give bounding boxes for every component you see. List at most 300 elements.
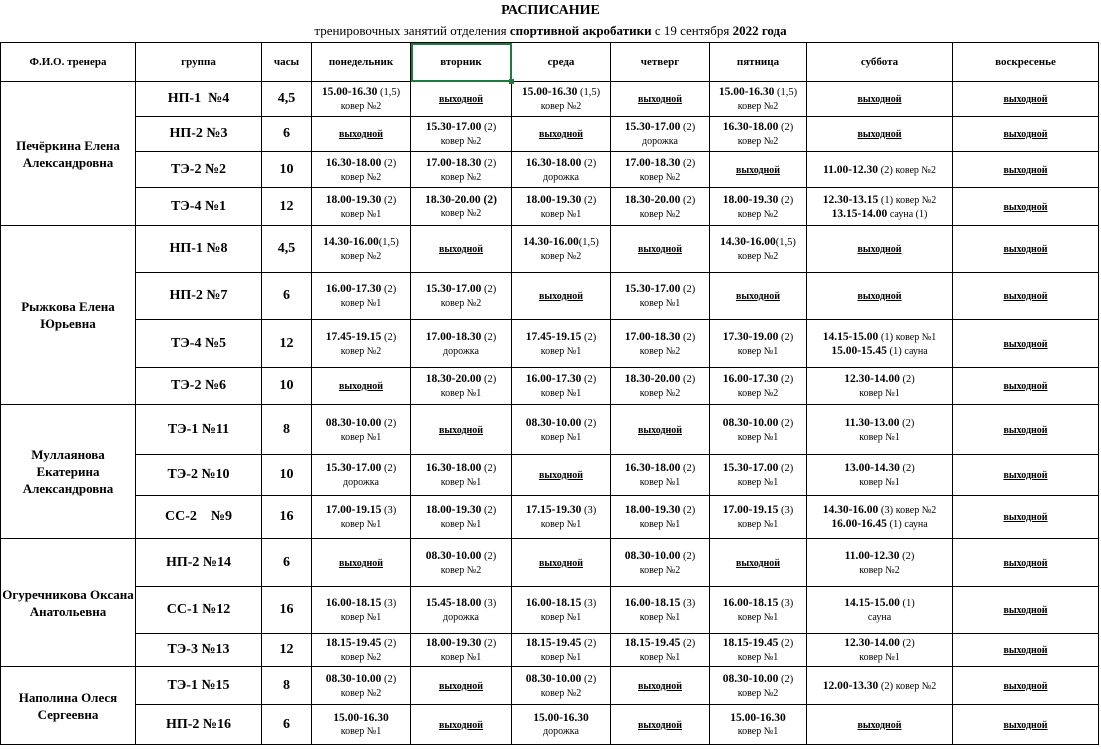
schedule-cell-thursday[interactable] [611, 273, 710, 320]
col-header-group[interactable]: группа [136, 43, 262, 82]
session-line [512, 430, 610, 444]
schedule-cell-saturday[interactable] [807, 82, 953, 117]
schedule-cell-wednesday[interactable] [512, 634, 611, 667]
session-line [611, 503, 709, 517]
session-line [611, 193, 709, 207]
session-line [611, 650, 709, 664]
schedule-cell-saturday[interactable] [807, 455, 953, 496]
session-line [512, 372, 610, 386]
group-cell[interactable]: ТЭ-1 №15 [136, 667, 262, 705]
session-location: ковер №1 [340, 298, 382, 309]
schedule-cell-tuesday[interactable] [411, 82, 512, 117]
schedule-cell-monday[interactable] [312, 117, 411, 152]
session-duration: (2) [680, 505, 696, 516]
group-cell[interactable]: НП-2 №16 [136, 705, 262, 745]
schedule-cell-tuesday[interactable] [411, 320, 512, 368]
schedule-cell-friday[interactable] [710, 667, 807, 705]
session-duration: (2) [778, 673, 794, 685]
schedule-cell-friday[interactable] [710, 82, 807, 117]
session-line [411, 596, 511, 610]
table-row [1, 539, 1099, 587]
schedule-cell-wednesday[interactable] [512, 188, 611, 226]
session-line [611, 475, 709, 489]
schedule-cell-wednesday[interactable] [512, 455, 611, 496]
session-line [411, 206, 511, 220]
schedule-cell-wednesday[interactable] [512, 539, 611, 587]
schedule-cell-friday[interactable] [710, 539, 807, 587]
session-line [411, 475, 511, 489]
session-duration: (3) [581, 598, 597, 609]
schedule-cell-thursday[interactable] [611, 152, 710, 188]
session-line [512, 85, 610, 99]
group-cell[interactable]: НП-2 №14 [136, 539, 262, 587]
session-line [807, 430, 952, 444]
schedule-cell-friday[interactable] [710, 320, 807, 368]
session-duration: (1,5) [775, 237, 796, 248]
session-location: ковер №2 [639, 208, 681, 220]
group-cell[interactable]: СС-2 №9 [136, 496, 262, 539]
session-location: сауна [867, 612, 892, 623]
session-line [411, 636, 511, 650]
schedule-cell-tuesday[interactable] [411, 539, 512, 587]
session-line [807, 344, 952, 358]
session-location: ковер №2 [340, 101, 382, 112]
schedule-cell-thursday[interactable] [611, 226, 710, 273]
schedule-cell-friday[interactable] [710, 188, 807, 226]
schedule-cell-friday[interactable] [710, 705, 807, 745]
schedule-cell-friday[interactable] [710, 226, 807, 273]
schedule-cell-tuesday[interactable] [411, 152, 512, 188]
session-duration: (1,5) [578, 237, 599, 248]
schedule-cell-tuesday[interactable] [411, 368, 512, 405]
session-time: 11.00-12.30 [823, 163, 878, 176]
session-time: 08.30-10.00 [525, 416, 582, 429]
session-duration: (2) [581, 331, 597, 343]
schedule-cell-sunday[interactable] [953, 496, 1099, 539]
schedule-cell-wednesday[interactable] [512, 117, 611, 152]
schedule-cell-friday[interactable] [710, 405, 807, 455]
schedule-cell-tuesday[interactable] [411, 226, 512, 273]
session-time: 12.00-13.30 [822, 679, 879, 692]
schedule-cell-friday[interactable] [710, 368, 807, 405]
col-header-wednesday[interactable]: среда [512, 43, 611, 82]
group-cell[interactable]: СС-1 №12 [136, 587, 262, 634]
hours-cell[interactable]: 12 [262, 634, 312, 667]
schedule-cell-sunday[interactable] [953, 634, 1099, 667]
schedule-cell-saturday[interactable] [807, 273, 953, 320]
schedule-cell-tuesday[interactable] [411, 188, 512, 226]
day-off-label: выходной [637, 244, 683, 255]
session-time: 08.30-10.00 [525, 672, 582, 685]
hours-cell[interactable]: 4,5 [262, 226, 312, 273]
session-time: 18.30-20.00 [624, 373, 681, 385]
hours-cell[interactable]: 6 [262, 117, 312, 152]
group-cell[interactable]: ТЭ-4 №5 [136, 320, 262, 368]
group-cell[interactable]: НП-1 №4 [136, 82, 262, 117]
schedule-cell-tuesday[interactable] [411, 273, 512, 320]
group-cell[interactable]: ТЭ-2 №10 [136, 455, 262, 496]
schedule-cell-tuesday[interactable] [411, 496, 512, 539]
schedule-cell-wednesday[interactable] [512, 587, 611, 634]
session-line [611, 282, 709, 296]
schedule-cell-thursday[interactable] [611, 368, 710, 405]
hours-cell[interactable]: 6 [262, 273, 312, 320]
hours-cell[interactable]: 10 [262, 368, 312, 405]
hours-cell[interactable]: 6 [262, 705, 312, 745]
group-cell[interactable]: НП-2 №7 [136, 273, 262, 320]
schedule-cell-saturday[interactable] [807, 539, 953, 587]
schedule-cell-thursday[interactable] [611, 117, 710, 152]
schedule-cell-tuesday[interactable] [411, 405, 512, 455]
hours-cell[interactable]: 10 [262, 152, 312, 188]
schedule-cell-wednesday[interactable] [512, 273, 611, 320]
col-header-friday[interactable]: пятница [710, 43, 807, 82]
trainer-name-cell[interactable]: Печёркина Елена Александровна [1, 82, 136, 226]
group-cell[interactable]: ТЭ-2 №2 [136, 152, 262, 188]
schedule-cell-thursday[interactable] [611, 82, 710, 117]
schedule-cell-thursday[interactable] [611, 405, 710, 455]
schedule-cell-monday[interactable] [312, 634, 411, 667]
session-line [710, 193, 806, 207]
schedule-cell-sunday[interactable] [953, 117, 1099, 152]
session-line [807, 330, 952, 344]
session-line [512, 170, 610, 184]
schedule-cell-saturday[interactable] [807, 226, 953, 273]
session-time: 18.00-19.30 [325, 193, 382, 206]
session-location: ковер №1 [895, 331, 937, 343]
schedule-cell-wednesday[interactable] [512, 152, 611, 188]
day-off-label: выходной [1003, 291, 1048, 302]
session-duration: (1) [899, 598, 915, 609]
table-row [1, 705, 1099, 745]
schedule-cell-saturday[interactable] [807, 667, 953, 705]
session-location: ковер №1 [340, 431, 382, 443]
schedule-cell-wednesday[interactable] [512, 82, 611, 117]
session-line [710, 120, 806, 134]
session-location: дорожка [343, 477, 379, 488]
schedule-cell-tuesday[interactable] [411, 587, 512, 634]
day-off-label: выходной [1003, 129, 1048, 140]
hours-cell[interactable]: 12 [262, 320, 312, 368]
session-line [312, 430, 410, 444]
session-time: 16.00-16.45 [831, 518, 887, 530]
session-time: 16.30-18.00 [325, 156, 382, 169]
schedule-cell-sunday[interactable] [953, 188, 1099, 226]
schedule-cell-tuesday[interactable] [411, 117, 512, 152]
session-time: 13.15-14.00 [831, 207, 888, 220]
schedule-cell-tuesday[interactable] [411, 634, 512, 667]
schedule-cell-monday[interactable] [312, 152, 411, 188]
session-time: 18.30-20.00 [425, 373, 482, 385]
hours-cell[interactable]: 12 [262, 188, 312, 226]
schedule-cell-monday[interactable] [312, 226, 411, 273]
day-off-label: выходной [1003, 512, 1048, 523]
group-cell[interactable]: ТЭ-1 №11 [136, 405, 262, 455]
schedule-cell-saturday[interactable] [807, 634, 953, 667]
group-cell[interactable]: НП-2 №3 [136, 117, 262, 152]
session-line [710, 99, 806, 113]
subtitle-department: спортивной акробатики [509, 23, 652, 38]
session-line [411, 461, 511, 475]
session-duration: (2) [778, 463, 794, 474]
session-duration: (2) [481, 122, 497, 133]
day-off-label: выходной [735, 557, 781, 569]
day-off-label: выходной [338, 129, 384, 140]
col-header-sunday[interactable]: воскресенье [953, 43, 1099, 82]
hours-cell[interactable]: 16 [262, 496, 312, 539]
session-line [411, 503, 511, 517]
hours-cell[interactable]: 6 [262, 539, 312, 587]
schedule-cell-sunday[interactable] [953, 705, 1099, 745]
schedule-cell-wednesday[interactable] [512, 368, 611, 405]
session-location: ковер №1 [737, 519, 779, 530]
col-header-hours[interactable]: часы [262, 43, 312, 82]
schedule-cell-monday[interactable] [312, 273, 411, 320]
trainer-name-cell[interactable]: Муллаянова Екатерина Александровна [1, 405, 136, 539]
session-line [611, 156, 709, 170]
schedule-cell-monday[interactable] [312, 667, 411, 705]
session-location: ковер №1 [859, 431, 900, 443]
session-duration: (1,5) [774, 87, 798, 98]
session-location: ковер №1 [540, 345, 582, 357]
schedule-cell-wednesday[interactable] [512, 496, 611, 539]
schedule-cell-thursday[interactable] [611, 455, 710, 496]
session-time: 18.00-19.30 [722, 193, 779, 206]
session-line [312, 650, 410, 664]
session-duration: (3) [680, 598, 696, 609]
session-line [611, 386, 709, 400]
schedule-cell-friday[interactable] [710, 455, 807, 496]
session-time: 08.30-10.00 [624, 549, 681, 562]
session-duration: (2) [581, 194, 597, 206]
schedule-cell-friday[interactable] [710, 634, 807, 667]
trainer-name-cell[interactable]: Огуречникова Оксана Анатольевна [1, 539, 136, 667]
col-header-saturday[interactable]: суббота [807, 43, 953, 82]
schedule-cell-sunday[interactable] [953, 273, 1099, 320]
schedule-cell-wednesday[interactable] [512, 705, 611, 745]
schedule-cell-sunday[interactable] [953, 368, 1099, 405]
col-header-trainer[interactable]: Ф.И.О. тренера [1, 43, 136, 82]
schedule-cell-saturday[interactable] [807, 705, 953, 745]
schedule-cell-tuesday[interactable] [411, 667, 512, 705]
session-location: ковер №1 [540, 388, 582, 399]
group-cell[interactable]: ТЭ-4 №1 [136, 188, 262, 226]
session-duration: (2) [899, 463, 915, 474]
session-duration: (2) [481, 505, 497, 516]
col-header-thursday[interactable]: четверг [611, 43, 710, 82]
col-header-tuesday[interactable]: вторник [411, 43, 512, 82]
session-line [312, 672, 410, 686]
session-line [710, 475, 806, 489]
session-time: 12.30-13.15 [822, 193, 879, 206]
session-duration: (2) [680, 157, 696, 169]
session-duration: (2) [481, 374, 497, 385]
session-line [312, 207, 410, 221]
session-duration: (3) [381, 505, 397, 516]
schedule-cell-sunday[interactable] [953, 587, 1099, 634]
session-duration: (3) [778, 505, 794, 516]
session-line [710, 517, 806, 531]
session-time: 16.00-18.15 [325, 597, 382, 609]
session-duration: (2) [481, 331, 497, 343]
schedule-cell-saturday[interactable] [807, 496, 953, 539]
schedule-cell-thursday[interactable] [611, 539, 710, 587]
session-line [710, 344, 806, 358]
session-duration: (2) [381, 284, 397, 295]
session-line [807, 596, 952, 610]
session-location: дорожка [543, 726, 579, 737]
session-duration: (2) [778, 331, 794, 343]
schedule-cell-monday[interactable] [312, 368, 411, 405]
schedule-cell-monday[interactable] [312, 188, 411, 226]
session-line [512, 235, 610, 249]
session-duration: (2) [481, 284, 497, 295]
cell-selection-handle[interactable] [509, 79, 514, 84]
trainer-name-cell[interactable]: Рыжкова Елена Юрьевна [1, 226, 136, 405]
session-line [411, 372, 511, 386]
schedule-cell-sunday[interactable] [953, 152, 1099, 188]
session-line [611, 596, 709, 610]
session-location: ковер №1 [540, 652, 582, 663]
schedule-cell-sunday[interactable] [953, 455, 1099, 496]
hours-cell[interactable]: 8 [262, 405, 312, 455]
schedule-cell-saturday[interactable] [807, 117, 953, 152]
schedule-cell-thursday[interactable] [611, 634, 710, 667]
session-time: 17.30-19.00 [722, 330, 779, 343]
schedule-cell-friday[interactable] [710, 496, 807, 539]
session-time: 16.00-18.15 [722, 597, 779, 609]
session-location: ковер №2 [737, 208, 779, 220]
schedule-cell-friday[interactable] [710, 152, 807, 188]
group-cell[interactable]: ТЭ-3 №13 [136, 634, 262, 667]
col-header-monday[interactable]: понедельник [312, 43, 411, 82]
session-line [611, 120, 709, 134]
schedule-cell-sunday[interactable] [953, 405, 1099, 455]
session-line [312, 596, 410, 610]
session-line [807, 372, 952, 386]
schedule-cell-wednesday[interactable] [512, 405, 611, 455]
day-off-label: выходной [538, 470, 584, 481]
session-duration: (2) [899, 374, 915, 385]
session-line [710, 461, 806, 475]
day-off-label: выходной [857, 291, 902, 302]
schedule-cell-thursday[interactable] [611, 587, 710, 634]
session-line [411, 563, 511, 577]
session-duration: (3) [581, 505, 597, 516]
day-off-label: выходной [1003, 645, 1048, 656]
hours-cell[interactable]: 8 [262, 667, 312, 705]
table-row [1, 82, 1099, 117]
group-cell[interactable]: НП-1 №8 [136, 226, 262, 273]
session-line [512, 156, 610, 170]
session-time: 15.30-17.00 [722, 462, 779, 474]
schedule-cell-saturday[interactable] [807, 587, 953, 634]
session-line [411, 296, 511, 310]
schedule-cell-sunday[interactable] [953, 82, 1099, 117]
session-line [312, 711, 410, 724]
group-cell[interactable]: ТЭ-2 №6 [136, 368, 262, 405]
schedule-cell-monday[interactable] [312, 539, 411, 587]
schedule-cell-thursday[interactable] [611, 320, 710, 368]
day-off-label: выходной [1003, 605, 1048, 616]
session-location: ковер №2 [737, 136, 779, 147]
schedule-cell-sunday[interactable] [953, 667, 1099, 705]
table-row [1, 455, 1099, 496]
session-line [710, 610, 806, 624]
schedule-cell-sunday[interactable] [953, 539, 1099, 587]
schedule-cell-monday[interactable] [312, 496, 411, 539]
trainer-name-cell[interactable]: Наполина Олеся Сергеевна [1, 667, 136, 745]
schedule-cell-friday[interactable] [710, 587, 807, 634]
day-off-label: выходной [857, 94, 902, 105]
schedule-cell-wednesday[interactable] [512, 320, 611, 368]
schedule-cell-sunday[interactable] [953, 226, 1099, 273]
schedule-cell-saturday[interactable] [807, 320, 953, 368]
schedule-cell-monday[interactable] [312, 320, 411, 368]
session-location: ковер №2 [737, 388, 779, 399]
schedule-cell-wednesday[interactable] [512, 667, 611, 705]
schedule-cell-thursday[interactable] [611, 705, 710, 745]
session-location: ковер №2 [737, 101, 779, 112]
hours-cell[interactable]: 4,5 [262, 82, 312, 117]
session-time: 18.30-20.00 (2) [425, 194, 497, 206]
session-duration: (2) [778, 417, 794, 429]
schedule-cell-thursday[interactable] [611, 667, 710, 705]
schedule-cell-saturday[interactable] [807, 405, 953, 455]
schedule-cell-monday[interactable] [312, 455, 411, 496]
session-time: 15.00-16.30 [718, 86, 775, 98]
subtitle-year: 2022 года [732, 23, 787, 38]
schedule-cell-saturday[interactable] [807, 368, 953, 405]
schedule-cell-saturday[interactable] [807, 152, 953, 188]
schedule-cell-friday[interactable] [710, 273, 807, 320]
schedule-cell-friday[interactable] [710, 117, 807, 152]
session-line [611, 207, 709, 221]
schedule-cell-monday[interactable] [312, 405, 411, 455]
schedule-cell-monday[interactable] [312, 82, 411, 117]
session-line [611, 372, 709, 386]
day-off-label: выходной [637, 424, 683, 436]
session-time: 16.00-18.15 [525, 597, 582, 609]
day-off-label: выходной [438, 719, 484, 731]
session-duration: (3) [778, 598, 794, 609]
schedule-cell-thursday[interactable] [611, 496, 710, 539]
session-line [312, 156, 410, 170]
session-line [710, 207, 806, 221]
schedule-cell-sunday[interactable] [953, 320, 1099, 368]
hours-cell[interactable]: 10 [262, 455, 312, 496]
session-line [411, 156, 511, 170]
schedule-table [0, 42, 1099, 745]
session-time: 17.45-19.15 [525, 330, 582, 343]
session-line [411, 517, 511, 531]
schedule-cell-monday[interactable] [312, 587, 411, 634]
schedule-cell-tuesday[interactable] [411, 705, 512, 745]
schedule-cell-monday[interactable] [312, 705, 411, 745]
session-location: ковер №2 [540, 687, 582, 699]
day-off-label: выходной [1003, 680, 1048, 692]
session-line [611, 330, 709, 344]
session-time: 17.45-19.15 [325, 330, 382, 343]
session-location: дорожка [443, 345, 479, 357]
schedule-cell-tuesday[interactable] [411, 455, 512, 496]
schedule-cell-thursday[interactable] [611, 188, 710, 226]
session-duration: (2) [680, 463, 696, 474]
schedule-cell-wednesday[interactable] [512, 226, 611, 273]
hours-cell[interactable]: 16 [262, 587, 312, 634]
session-line [411, 120, 511, 134]
schedule-cell-saturday[interactable] [807, 188, 953, 226]
